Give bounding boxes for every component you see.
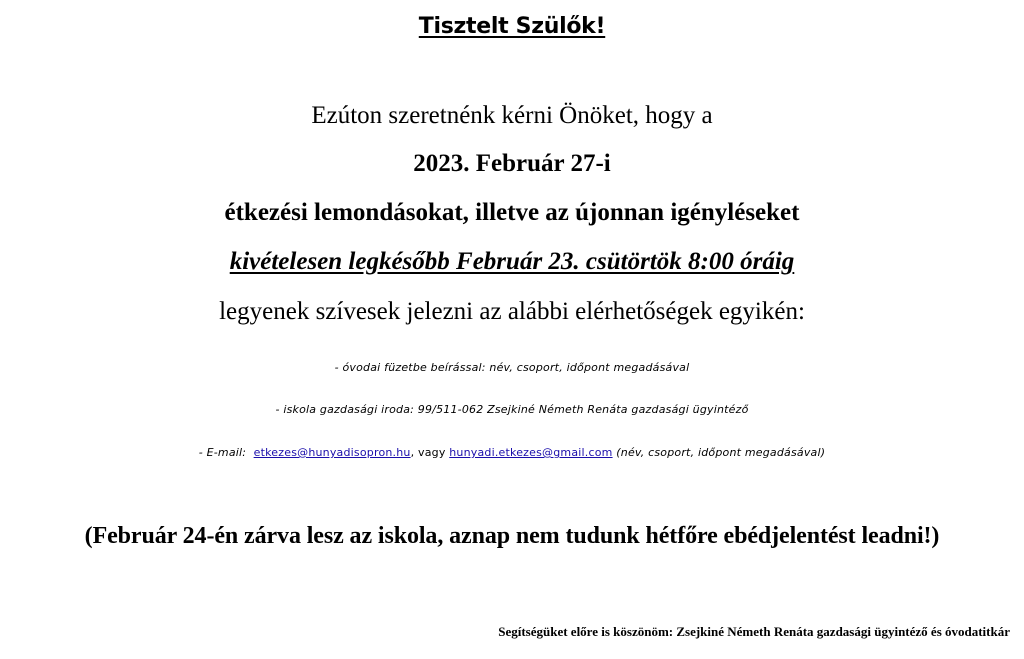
subject-line: étkezési lemondásokat, illetve az újonnan igényléseket bbox=[224, 199, 800, 226]
intro-line: Ezúton szeretnénk kérni Önöket, hogy a bbox=[311, 102, 713, 129]
email-link-secondary[interactable]: hunyadi.etkezes@gmail.com bbox=[449, 446, 613, 459]
signature: Segítségüket előre is köszönöm: Zsejkiné Németh Renáta gazdasági ügyintéző és óvodatitkár bbox=[498, 624, 1010, 639]
date-line: 2023. Február 27-i bbox=[413, 150, 611, 177]
email-join: , vagy bbox=[410, 446, 446, 459]
contact-notebook: - óvodai füzetbe beírással: név, csoport, időpont megadásával bbox=[334, 361, 690, 374]
request-line: legyenek szívesek jelezni az alábbi elérhetőségek egyikén: bbox=[219, 298, 805, 325]
contact-email bbox=[0, 446, 1024, 459]
email-prefix: - E-mail: bbox=[198, 446, 247, 459]
email-link-primary[interactable]: etkezes@hunyadisopron.hu bbox=[253, 446, 411, 459]
contact-office: - iskola gazdasági iroda: 99/511-062 Zsejkiné Németh Renáta gazdasági ügyintéző bbox=[275, 403, 749, 416]
document-title: Tisztelt Szülők! bbox=[418, 14, 606, 39]
closure-notice: (Február 24-én zárva lesz az iskola, aznap nem tudunk hétfőre ebédjelentést leadni!) bbox=[84, 523, 940, 549]
deadline-line: kivételesen legkésőbb Február 23. csütörtök 8:00 óráig bbox=[229, 248, 795, 275]
email-suffix: (név, csoport, időpont megadásával) bbox=[616, 446, 826, 459]
